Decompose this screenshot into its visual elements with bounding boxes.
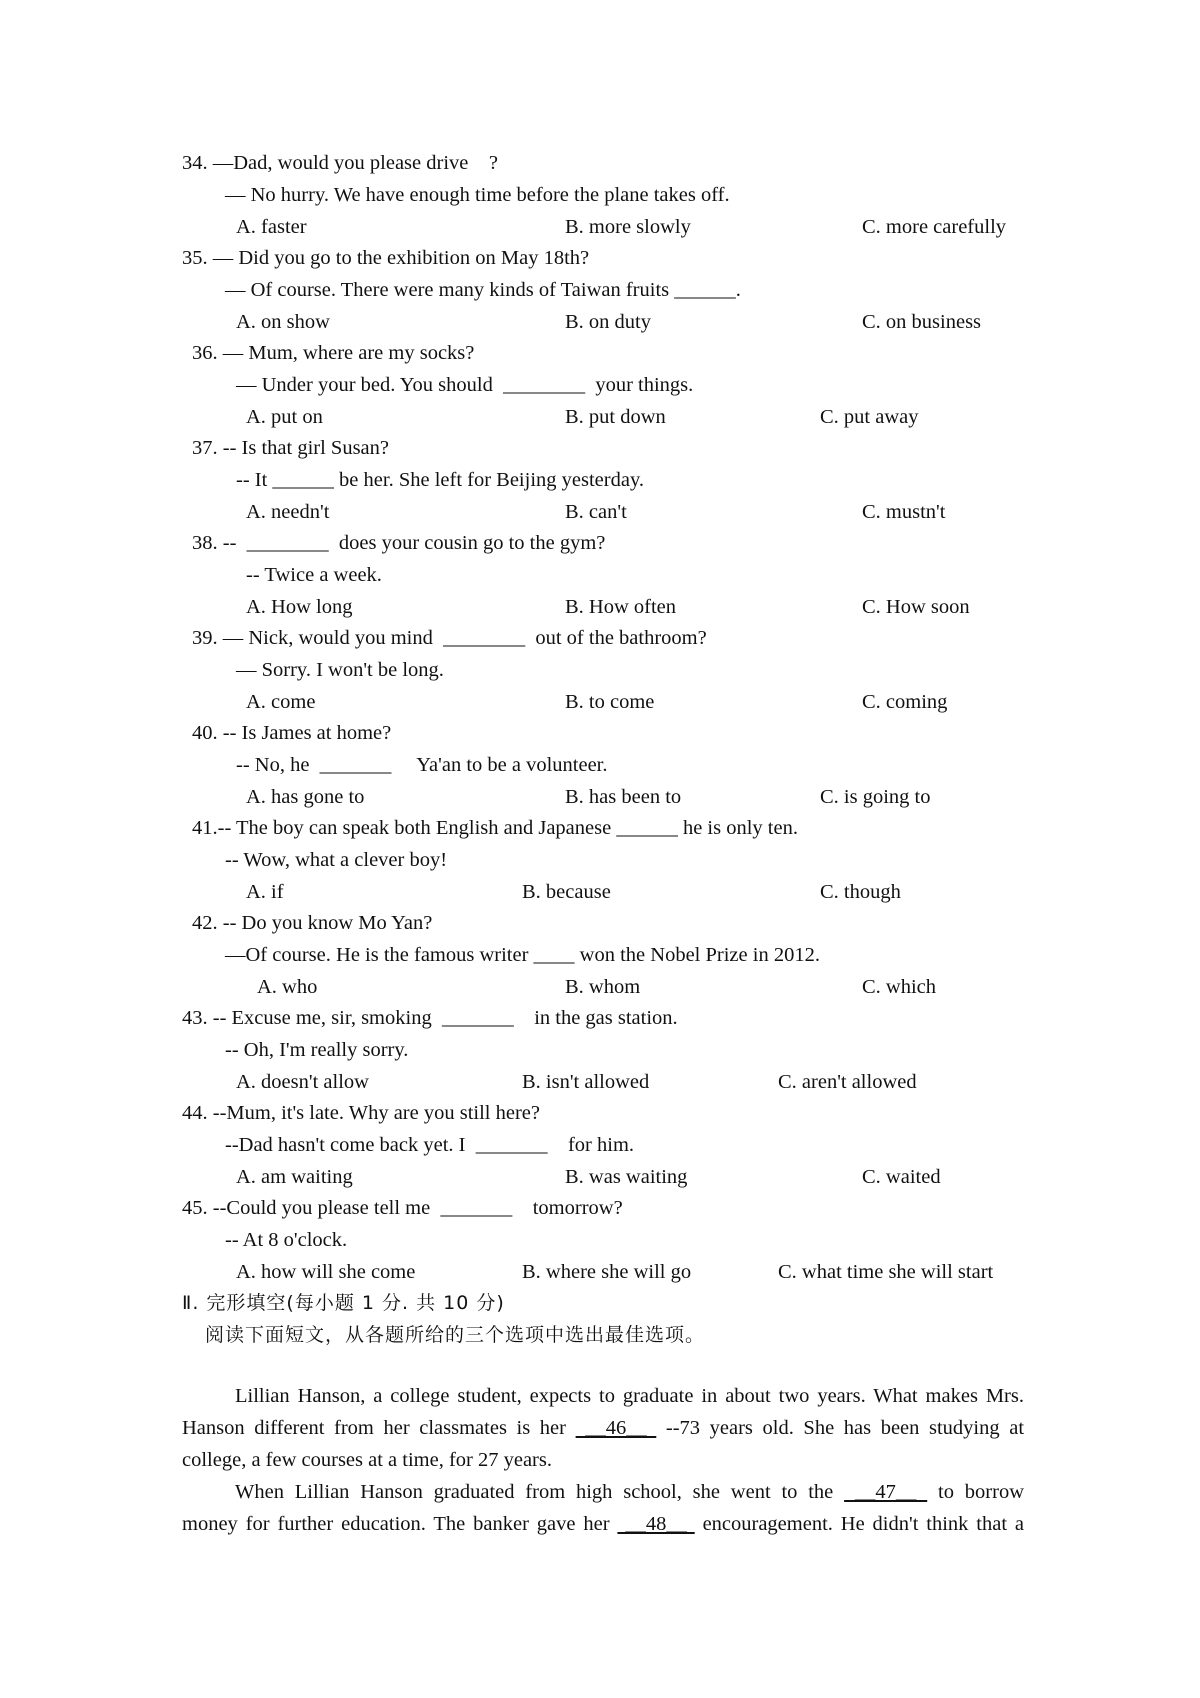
option-c[interactable]: C. which	[862, 976, 937, 998]
option-b[interactable]: B. whom	[565, 976, 641, 998]
option-a[interactable]: A. who	[257, 976, 318, 998]
question-36-options	[0, 402, 1200, 432]
option-b[interactable]: B. has been to	[565, 786, 682, 808]
passage-paragraph-2-line-1: When Lillian Hanson graduated from high school, she went to the __47__ to borrow	[235, 1481, 1024, 1503]
option-b[interactable]: B. How often	[565, 596, 677, 618]
question-34-options	[0, 212, 1200, 242]
question-43-reply: -- Oh, I'm really sorry.	[225, 1039, 409, 1061]
question-38-options	[0, 592, 1200, 622]
option-c[interactable]: C. on business	[862, 311, 982, 333]
option-a[interactable]: A. if	[246, 881, 284, 903]
question-37-options	[0, 497, 1200, 527]
question-38-prompt: 38. -- ________ does your cousin go to the gym?	[192, 532, 606, 554]
question-36-prompt: 36. — Mum, where are my socks?	[192, 342, 475, 364]
option-c[interactable]: C. How soon	[862, 596, 970, 618]
option-c[interactable]: C. though	[820, 881, 901, 903]
question-44-prompt: 44. --Mum, it's late. Why are you still here?	[182, 1102, 540, 1124]
question-45-reply: -- At 8 o'clock.	[225, 1229, 348, 1251]
option-a[interactable]: A. am waiting	[236, 1166, 353, 1188]
question-37-reply: -- It ______ be her. She left for Beijing yesterday.	[236, 469, 644, 491]
question-36-reply: — Under your bed. You should ________ your things.	[236, 374, 694, 396]
option-a[interactable]: A. doesn't allow	[236, 1071, 369, 1093]
option-a[interactable]: A. come	[246, 691, 316, 713]
option-c[interactable]: C. aren't allowed	[778, 1071, 917, 1093]
blank-46[interactable]: __46__	[575, 1417, 657, 1439]
question-45-options	[0, 1257, 1200, 1287]
question-44-options	[0, 1162, 1200, 1192]
question-42-options	[0, 972, 1200, 1002]
question-42-reply: —Of course. He is the famous writer ____ won the Nobel Prize in 2012.	[225, 944, 820, 966]
question-35-reply: — Of course. There were many kinds of Taiwan fruits ______.	[225, 279, 741, 301]
option-a[interactable]: A. How long	[246, 596, 353, 618]
question-41-reply: -- Wow, what a clever boy!	[225, 849, 448, 871]
option-c[interactable]: C. mustn't	[862, 501, 946, 523]
question-39-prompt: 39. — Nick, would you mind ________ out of the bathroom?	[192, 627, 707, 649]
option-b[interactable]: B. isn't allowed	[522, 1071, 650, 1093]
question-41-prompt: 41.-- The boy can speak both English and Japanese ______ he is only ten.	[192, 817, 798, 839]
option-b[interactable]: B. more slowly	[565, 216, 691, 238]
question-45-prompt: 45. --Could you please tell me _______ tomorrow?	[182, 1197, 623, 1219]
section-instruction: 阅读下面短文，从各题所给的三个选项中选出最佳选项。	[205, 1324, 706, 1346]
question-35-options	[0, 307, 1200, 337]
option-b[interactable]: B. where she will go	[522, 1261, 692, 1283]
blank-47[interactable]: __47__	[844, 1481, 928, 1503]
option-c[interactable]: C. more carefully	[862, 216, 1007, 238]
option-b[interactable]: B. can't	[565, 501, 627, 523]
question-40-prompt: 40. -- Is James at home?	[192, 722, 392, 744]
question-40-options	[0, 782, 1200, 812]
option-c[interactable]: C. waited	[862, 1166, 941, 1188]
blank-48[interactable]: __48__	[617, 1513, 695, 1535]
option-a[interactable]: A. how will she come	[236, 1261, 416, 1283]
question-43-options	[0, 1067, 1200, 1097]
option-a[interactable]: A. put on	[246, 406, 323, 428]
option-a[interactable]: A. on show	[236, 311, 330, 333]
option-b[interactable]: B. because	[522, 881, 611, 903]
section-heading: Ⅱ. 完形填空(每小题 1 分. 共 10 分)	[182, 1292, 505, 1314]
passage-paragraph-2-line-2: money for further education. The banker gave her __48__ encouragement. He didn't think that a	[182, 1513, 1024, 1535]
passage-paragraph-1-line-1: Lillian Hanson, a college student, expects to graduate in about two years. What makes Mrs.	[235, 1385, 1024, 1407]
question-38-reply: -- Twice a week.	[246, 564, 382, 586]
question-42-prompt: 42. -- Do you know Mo Yan?	[192, 912, 433, 934]
option-a[interactable]: A. has gone to	[246, 786, 365, 808]
option-b[interactable]: B. to come	[565, 691, 655, 713]
option-b[interactable]: B. was waiting	[565, 1166, 688, 1188]
question-40-reply: -- No, he _______ Ya'an to be a volunteer.	[236, 754, 608, 776]
question-44-reply: --Dad hasn't come back yet. I _______ for him.	[225, 1134, 635, 1156]
option-a[interactable]: A. needn't	[246, 501, 330, 523]
question-35-prompt: 35. — Did you go to the exhibition on May 18th?	[182, 247, 590, 269]
option-a[interactable]: A. faster	[236, 216, 307, 238]
option-c[interactable]: C. what time she will start	[778, 1261, 994, 1283]
option-c[interactable]: C. coming	[862, 691, 948, 713]
question-37-prompt: 37. -- Is that girl Susan?	[192, 437, 389, 459]
option-b[interactable]: B. on duty	[565, 311, 651, 333]
option-b[interactable]: B. put down	[565, 406, 666, 428]
question-34-prompt: 34. —Dad, would you please drive ?	[182, 152, 498, 174]
question-39-reply: — Sorry. I won't be long.	[236, 659, 444, 681]
question-41-options	[0, 877, 1200, 907]
question-43-prompt: 43. -- Excuse me, sir, smoking _______ in the gas station.	[182, 1007, 678, 1029]
question-39-options	[0, 687, 1200, 717]
question-34-reply: — No hurry. We have enough time before the plane takes off.	[225, 184, 730, 206]
passage-paragraph-1-line-2: Hanson different from her classmates is her __46__ --73 years old. She has been studying at	[182, 1417, 1025, 1439]
option-c[interactable]: C. is going to	[820, 786, 931, 808]
option-c[interactable]: C. put away	[820, 406, 919, 428]
passage-paragraph-1-line-3: college, a few courses at a time, for 27 years.	[182, 1449, 552, 1471]
